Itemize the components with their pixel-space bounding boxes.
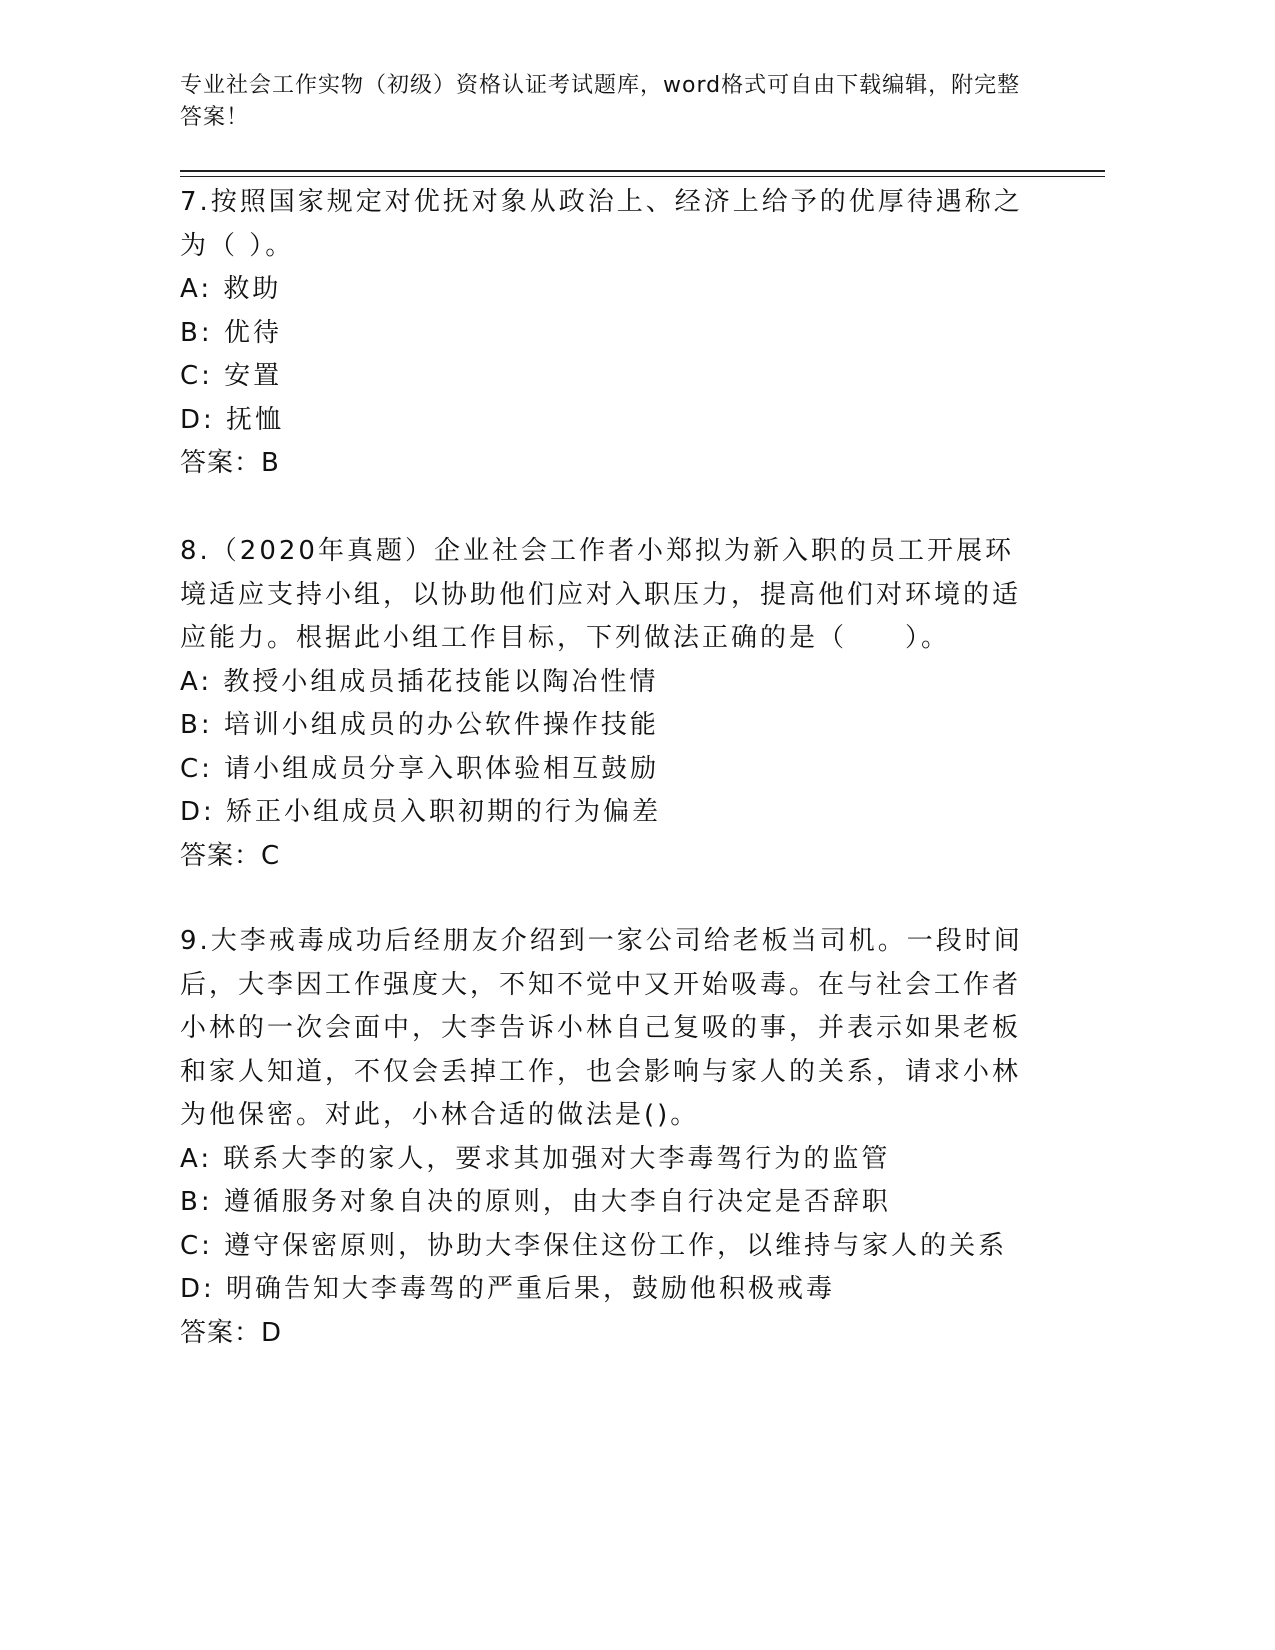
option-d: D: 明确告知大李毒驾的严重后果，鼓励他积极戒毒: [180, 1274, 836, 1304]
question-stem: 7.按照国家规定对优抚对象从政治上、经济上给予的优厚待遇称之为（ ）。: [180, 187, 1023, 261]
question-9: [180, 920, 1040, 1355]
question-8: [180, 530, 1040, 878]
header-divider-thick: [180, 170, 1105, 172]
question-7: [180, 181, 1040, 486]
document-header: 专业社会工作实物（初级）资格认证考试题库，word格式可自由下载编辑，附完整答案！: [180, 73, 1021, 130]
option-a: A: 教授小组成员插花技能以陶冶性情: [180, 666, 659, 697]
option-d: D: 抚恤: [180, 404, 285, 435]
option-c: C: 安置: [180, 361, 283, 391]
option-c: C: 请小组成员分享入职体验相互鼓励: [180, 753, 660, 784]
question-stem: 9.大李戒毒成功后经朋友介绍到一家公司给老板当司机。一段时间后，大李因工作强度大，不知不觉中又开始吸毒。在与社会工作者小林的一次会面中，大李告诉小林自己复吸的事，并表示如果老板和家人知道，不仅会丢掉工作，也会影响与家人的关系，请求小林为他保密。对此，小林合适的做法是()。: [180, 926, 1023, 1130]
option-b: B: 培训小组成员的办公软件操作技能: [180, 710, 659, 740]
option-a: A: 救助: [180, 274, 282, 304]
header-divider-thin: [180, 176, 1105, 177]
answer: 答案：C: [180, 840, 281, 871]
option-c: C: 遵守保密原则，协助大李保住这份工作，以维持与家人的关系: [180, 1230, 1008, 1261]
answer: 答案：B: [180, 448, 280, 478]
option-b: B: 遵循服务对象自决的原则，由大李自行决定是否辞职: [180, 1187, 891, 1217]
option-d: D: 矫正小组成员入职初期的行为偏差: [180, 797, 662, 827]
option-a: A: 联系大李的家人，要求其加强对大李毒驾行为的监管: [180, 1143, 891, 1174]
question-stem: 8.（2020年真题）企业社会工作者小郑拟为新入职的员工开展环境适应支持小组，以协助他们应对入职压力，提高他们对环境的适应能力。根据此小组工作目标，下列做法正确的是（ ）。: [180, 536, 1022, 653]
option-b: B: 优待: [180, 317, 282, 348]
answer: 答案：D: [180, 1317, 283, 1348]
